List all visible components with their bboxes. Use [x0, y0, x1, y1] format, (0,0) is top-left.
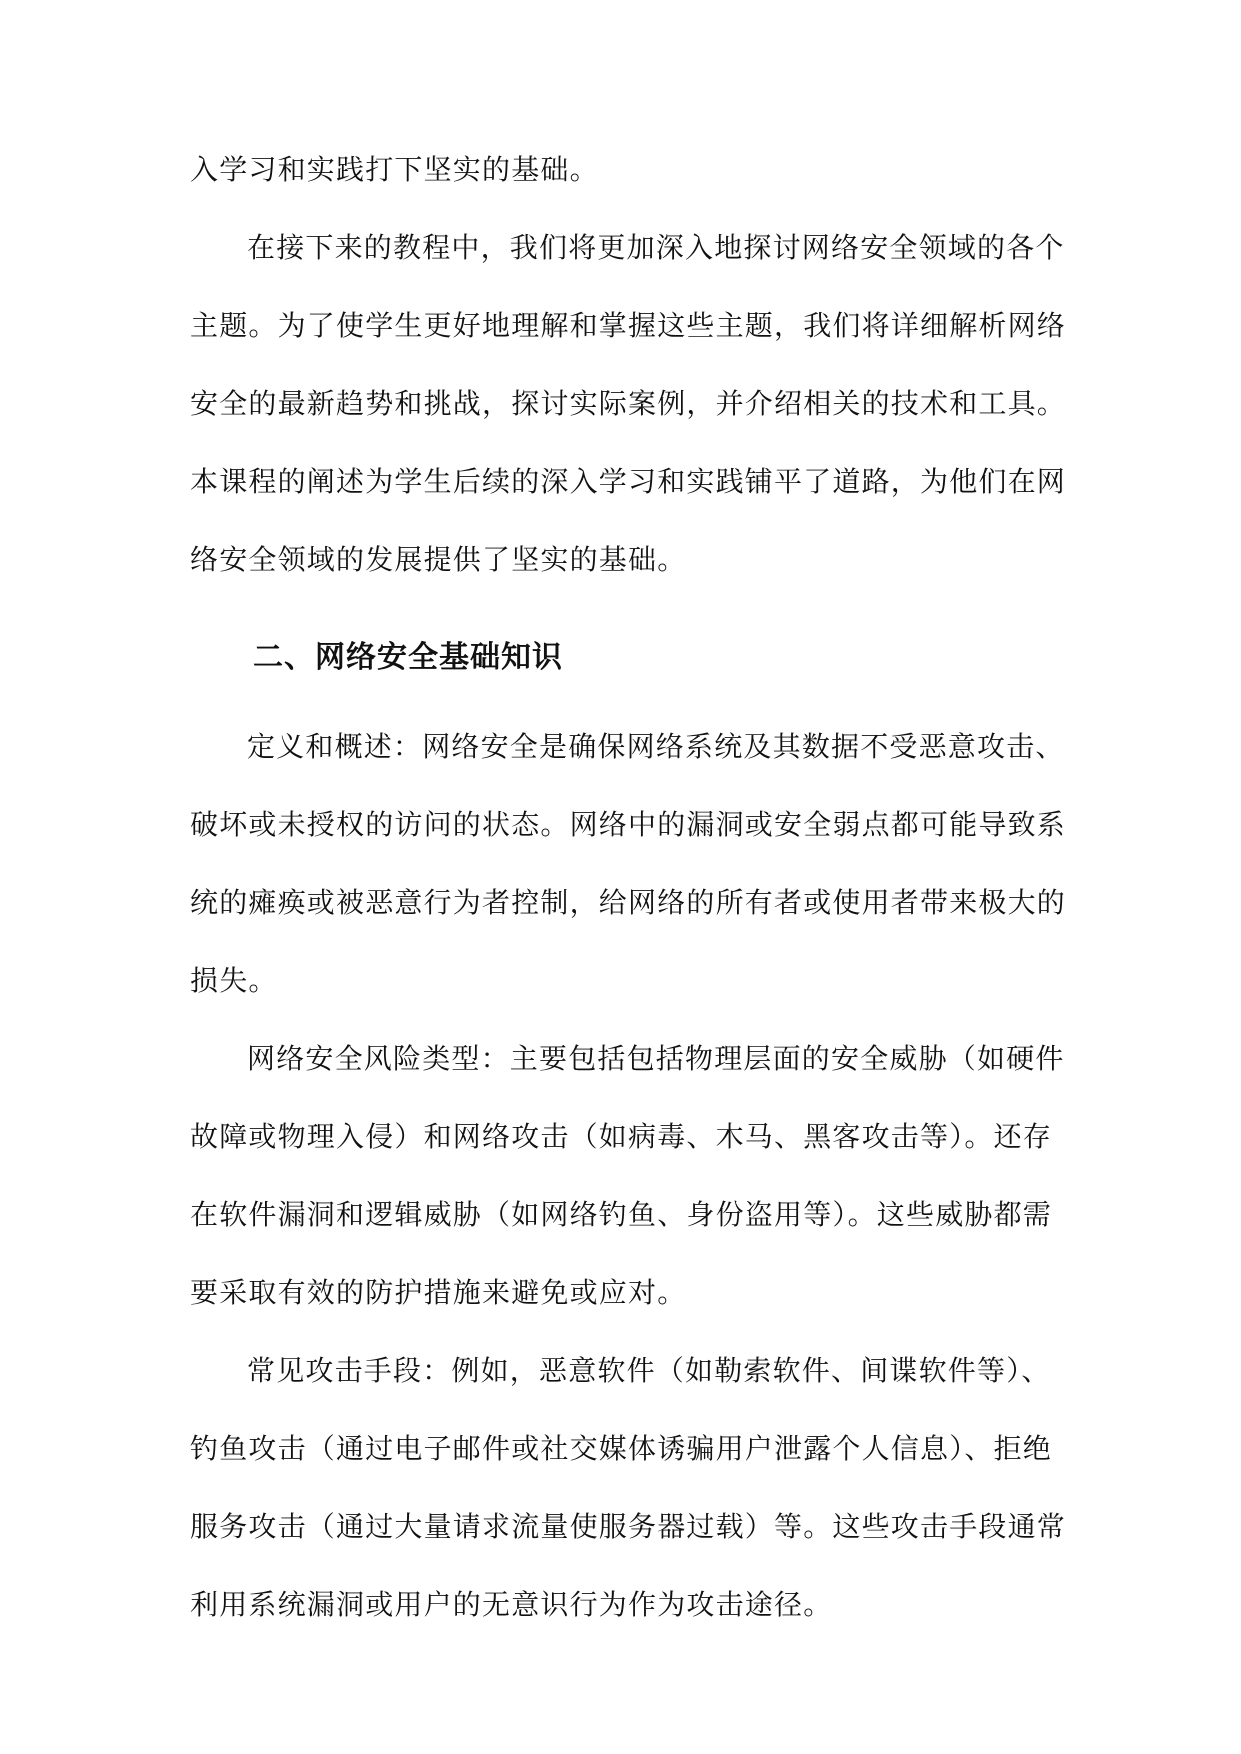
- paragraph-line: 统的瘫痪或被恶意行为者控制，给网络的所有者或使用者带来极大的: [190, 886, 1067, 919]
- section-heading: 二、网络安全基础知识: [253, 640, 563, 675]
- paragraph-line: 钓鱼攻击（通过电子邮件或社交媒体诱骗用户泄露个人信息）、拒绝: [190, 1432, 1053, 1465]
- paragraph-line: 损失。: [190, 964, 278, 997]
- paragraph-line: 常见攻击手段：例如，恶意软件（如勒索软件、间谍软件等）、: [247, 1354, 1051, 1387]
- paragraph-line: 在软件漏洞和逻辑威胁（如网络钓鱼、身份盗用等）。这些威胁都需: [190, 1198, 1053, 1231]
- paragraph-line: 本课程的阐述为学生后续的深入学习和实践铺平了道路，为他们在网: [190, 465, 1067, 498]
- paragraph-line: 要采取有效的防护措施来避免或应对。: [190, 1276, 687, 1309]
- paragraph-line: 服务攻击（通过大量请求流量使服务器过载）等。这些攻击手段通常: [190, 1510, 1067, 1543]
- paragraph-line: 安全的最新趋势和挑战，探讨实际案例，并介绍相关的技术和工具。: [190, 387, 1067, 420]
- paragraph-line: 破坏或未授权的访问的状态。网络中的漏洞或安全弱点都可能导致系: [190, 808, 1067, 841]
- paragraph-line: 主题。为了使学生更好地理解和掌握这些主题，我们将详细解析网络: [190, 309, 1067, 342]
- paragraph-line: 入学习和实践打下坚实的基础。: [190, 153, 599, 186]
- paragraph-line: 故障或物理入侵）和网络攻击（如病毒、木马、黑客攻击等）。还存: [190, 1120, 1053, 1153]
- paragraph-line: 网络安全风险类型：主要包括包括物理层面的安全威胁（如硬件: [247, 1042, 1065, 1075]
- paragraph-line: 在接下来的教程中，我们将更加深入地探讨网络安全领域的各个: [247, 231, 1065, 264]
- paragraph-line: 络安全领域的发展提供了坚实的基础。: [190, 543, 687, 576]
- paragraph-line: 定义和概述：网络安全是确保网络系统及其数据不受恶意攻击、: [247, 730, 1065, 763]
- paragraph-line: 利用系统漏洞或用户的无意识行为作为攻击途径。: [190, 1588, 833, 1621]
